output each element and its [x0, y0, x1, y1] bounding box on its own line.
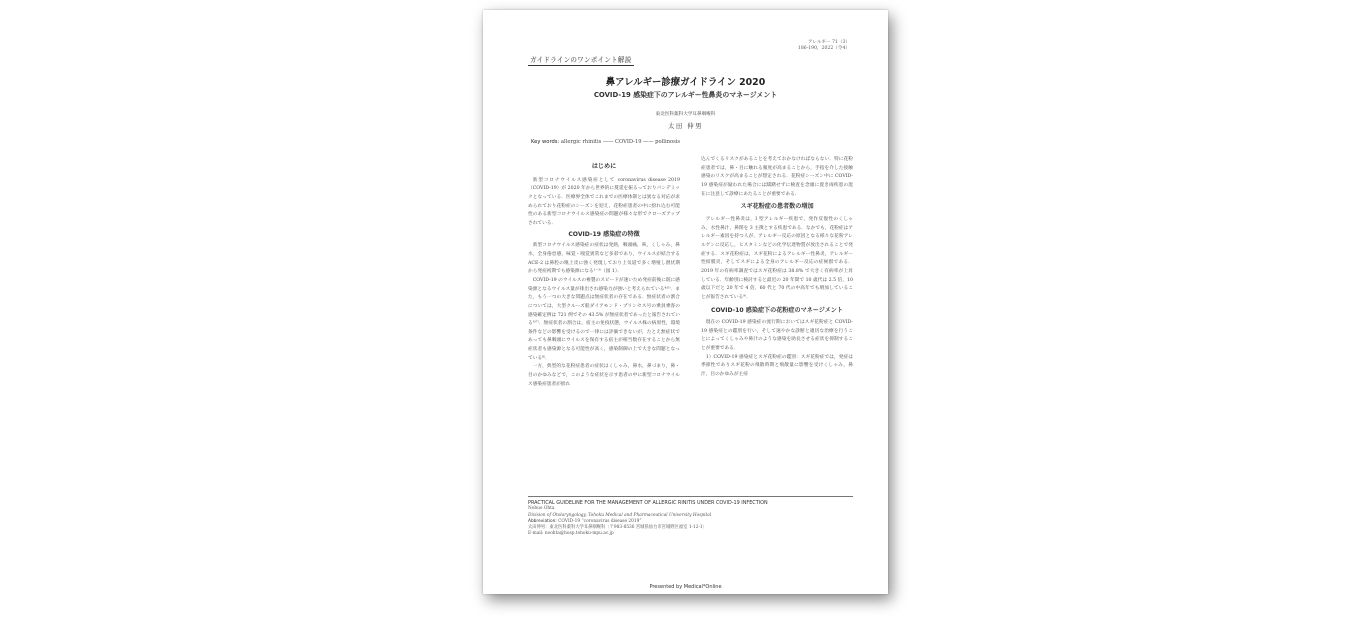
paragraph: 込んでくるリスクがあることを考えておかなければならない．特に花粉症患者では，鼻・目に触れる頻度が高まることから，手指を介した接触感染のリスクが高まることが想定される．花粉症シーズン中に COVID-19 感染症が疑われた場合には躊躇せずに検査を念頭に置き両疾患の混在に注意して診療にあたることが重要である． [701, 157, 853, 197]
abbreviation-text: COVID-19 “coronavirus disease 2019” [558, 518, 642, 524]
paragraph: 1）COVID-19 感染症とスギ花粉症の鑑別：スギ花粉症では，発症は季節性でありスギ花粉の飛散時期と飛散量に影響を受けくしゃみ，鼻汁，目のかゆみが主症 [701, 354, 853, 378]
journal-pages: 186-190，2022（令4） [797, 46, 850, 51]
footnote [528, 500, 858, 538]
footnote-divider [528, 496, 853, 497]
section-heading-intro: はじめに [591, 163, 617, 170]
paragraph: 新型コロナウイルス感染症の症状は発熱，咽頭痛，咳，くしゃみ，鼻水，全身倦怠感，味覚・嗅覚異常など多彩であり，ウイルスが結合する ACE-2 は鼻腔の嗅上皮に強く発現しており上気道で多く増殖し潜伏期から発症初期でも感染源になる¹⁻³⁾（図 1）． [528, 243, 680, 275]
journal-volume: アレルギー 71（3） [807, 40, 850, 45]
section-heading-cedar-pollinosis: スギ花粉症の患者数の増加 [740, 203, 814, 211]
journal-citation [760, 40, 850, 52]
abbreviation-label: Abbreviation: [528, 518, 557, 524]
left-column [528, 163, 680, 389]
english-title: PRACTICAL GUIDELINE FOR THE MANAGEMENT OF ALLERGIC RINITIS UNDER COVID-19 INFECTION [528, 500, 768, 506]
section-heading-features: COVID-19 感染症の特徴 [568, 230, 640, 238]
article-subtitle: COVID-19 感染症下のアレルギー性鼻炎のマネージメント [593, 91, 778, 99]
article-title: 鼻アレルギー診療ガイドライン 2020 [605, 77, 766, 88]
article-category: ガイドラインのワンポイント解説 [530, 56, 632, 64]
paragraph: 新型コロナウイルス感染症として coronavirus disease 2019（COVID-19）が 2020 年から世界的に蔓延を振るっておりパンデミックとなっている．医療界全体でこれまでの医療体制とは異なる対応が求められており花粉症のシーズンを迎え，花粉症患者の中に紛れ込む可能性のある新型コロナウイルス感染症の問題が様々な形でクローズアップされている． [528, 177, 680, 226]
keywords-label: Key words: [531, 139, 560, 145]
paragraph: 一方，典型的な花粉症患者の症状はくしゃみ，鼻水，鼻づまり，鼻・目のかゆみなどで，このような症状を示す患者の中に新型コロナウイルス感染症患者が紛れ [528, 364, 680, 387]
paragraph: アレルギー性鼻炎は，I 型アレルギー疾患で，発作反復性のくしゃみ，水性鼻汁，鼻閉を 3 主徴とする疾患である．なかでも，花粉症はアレルギー素因を持つ人が，アレルギー反応の原因となる様々な花粉アレルゲンに反応し，ヒスタミンなどの化学伝達物質が放出されることで発症する．スギ花粉症は，スギ花粉によるアレルギー性鼻炎，アレルギー性結膜炎，そしてスギによる全身のアレルギー反応の症候群である．2019 年の有病率調査ではスギ花粉症は 38.8% で大きく有病率が上昇している．年齢別に検討すると最近の 20 年間で 10 歳代は 2.5 倍，10 歳以下だと 20 年で 4 倍，60 代と 70 代の中高年でも増加していることが報告されている⁹⁾． [701, 216, 853, 300]
keywords-text: allergic rhinitis —— COVID-19 —— pollinosis [560, 139, 681, 145]
right-column [701, 156, 853, 380]
correspondence-address: 太田伸男：東北医科薬科大学耳鼻咽喉科〔〒983-8536 宮城県仙台市宮城野区福室 1-12-1〕 [528, 525, 707, 531]
keywords [531, 139, 680, 145]
section-heading-management: COVID-10 感染症下の花粉症のマネージメント [711, 306, 843, 314]
presented-by: Presented by Medical*Online [649, 584, 722, 590]
author-affiliation: 東北医科薬科大学耳鼻咽喉科 [655, 112, 716, 117]
paragraph: 現在の COVID-19 感染症の流行期においてはスギ花粉症と COVID-19 感染症との鑑別を行い，そして速やかな診断と適切な治療を行うことによってくしゃみや鼻汁のような感染を助長させる症状を抑制することが重要である． [701, 320, 853, 352]
document-page [483, 10, 888, 594]
author-name: 太田 伸男 [667, 122, 704, 130]
correspondence-email: E-mail: noohta@hosp.tohoku-mpu.ac.jp [528, 531, 614, 537]
english-author: Nobuo Ohta [528, 506, 555, 512]
paragraph: COVID-19 のウイルスの複製のスピードが速いため発症前後に既に感染源となるウイルス量が排出され感染力が強いと考えられている⁴⁾⁵⁾．また，もう一つの大きな問題点は無症状者の存在である．無症状者の割合については，大型クルーズ船ダイアモンド・プリンセス号の乗員乗客の感染確定例は 721 例でその 43.5% が無症状者であったと報告されている⁶⁾⁷⁾．無症状者の割合は，宿主の免疫状態，ウイルス株の病原性，環境条件などの影響を受けるので一律には評価できないが，たとえ無症状であっても鼻咽頭にウイルスを保有する宿主が相当数存在することから無症状者も感染源となる可能性が高く，感染制御の上で大きな問題となっている⁸⁾． [528, 277, 680, 361]
english-division: Division of Otolaryngology, Tohoku Medical and Pharmaceutical University Hospital [528, 512, 712, 518]
